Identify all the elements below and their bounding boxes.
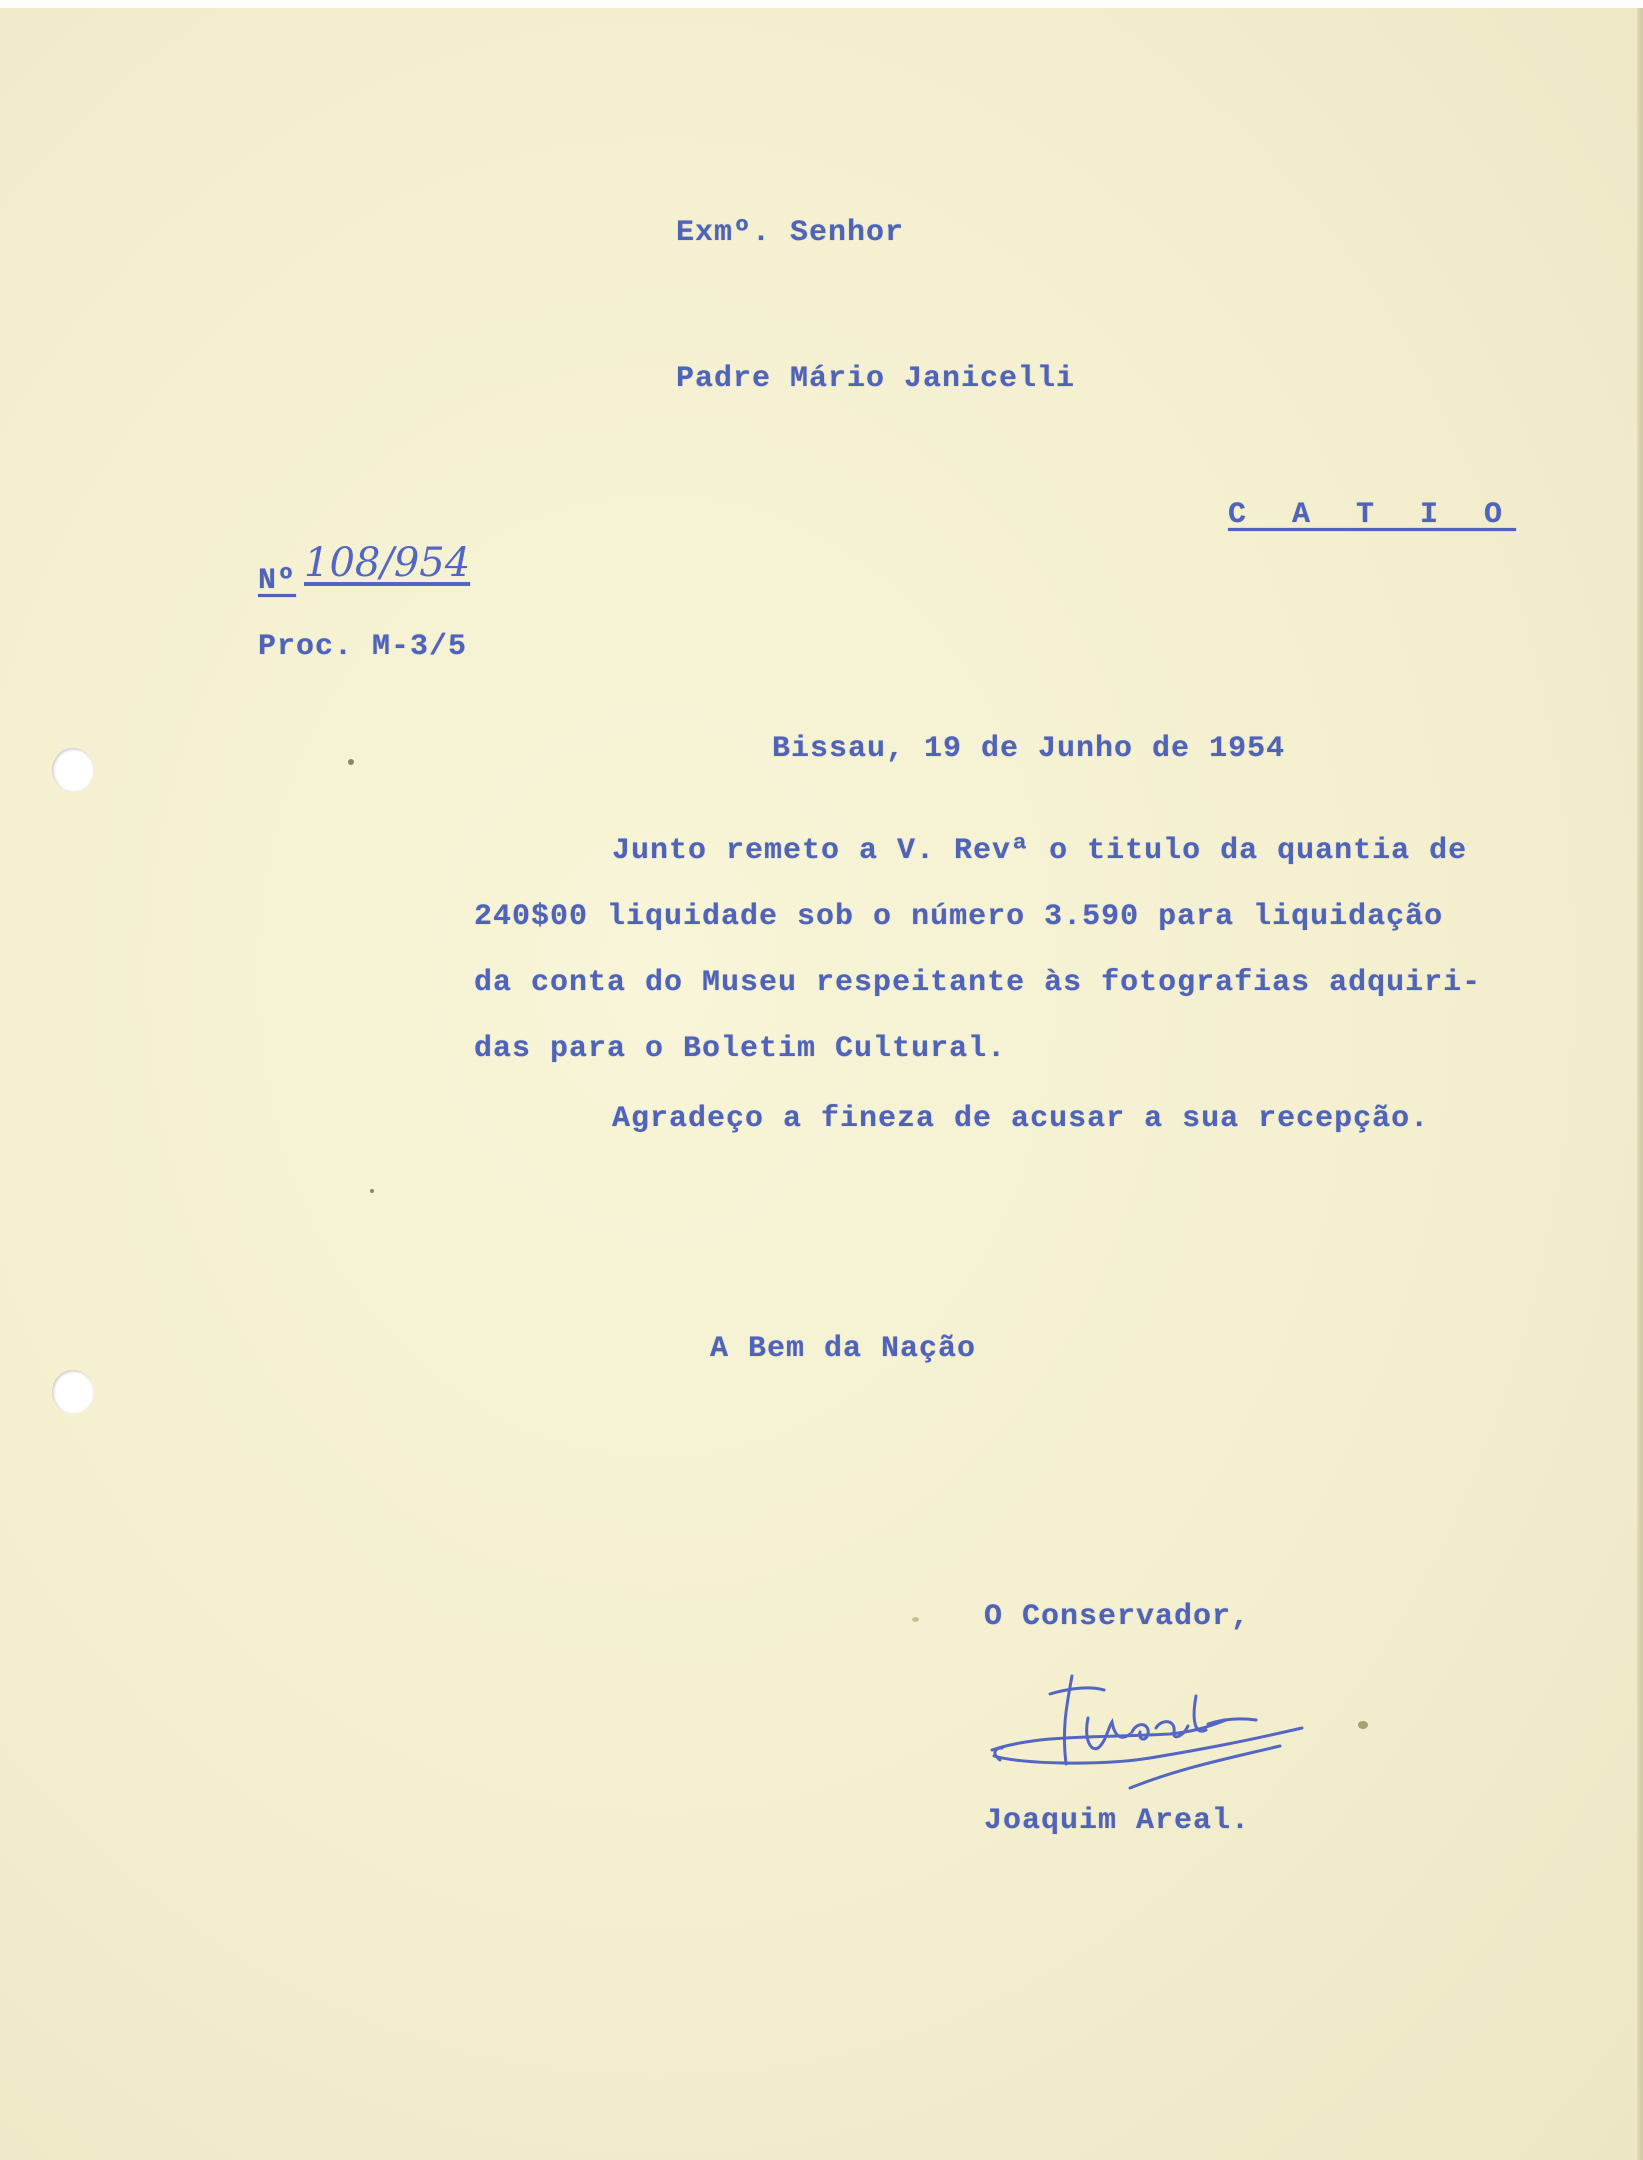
punch-hole-top: [52, 748, 94, 792]
signatory-name: Joaquim Areal.: [984, 1804, 1251, 1838]
punch-hole-bottom: [52, 1370, 94, 1414]
body-line: da conta do Museu respeitante às fotografias adquiri-: [474, 966, 1482, 1000]
destination-location: C A T I O: [1228, 498, 1517, 532]
body-line: 240$00 liquidade sob o número 3.590 para liquidação: [474, 900, 1444, 934]
body-line: Junto remeto a V. Revª o titulo da quantia de: [612, 834, 1468, 868]
paper-right-edge: [1637, 8, 1643, 2160]
body-line: das para o Boletim Cultural.: [474, 1032, 1007, 1066]
reference-prefix: Nº: [258, 564, 297, 598]
handwritten-signature: [980, 1668, 1320, 1808]
paper-speck: [370, 1189, 374, 1193]
paper-speck: [912, 1617, 919, 1622]
recipient-name: Padre Mário Janicelli: [676, 362, 1076, 396]
salutation: Exmº. Senhor: [676, 216, 905, 250]
closing-request: Agradeço a fineza de acusar a sua recepção.: [612, 1102, 1430, 1136]
process-number: Proc. M-3/5: [258, 630, 468, 664]
reference-number: 108/954: [304, 540, 471, 586]
closing-formula: A Bem da Nação: [710, 1332, 977, 1366]
place-date: Bissau, 19 de Junho de 1954: [772, 732, 1286, 766]
letter-page: [0, 8, 1643, 2160]
paper-speck: [348, 759, 354, 765]
paper-speck: [1358, 1721, 1368, 1729]
signatory-title: O Conservador,: [984, 1600, 1251, 1634]
